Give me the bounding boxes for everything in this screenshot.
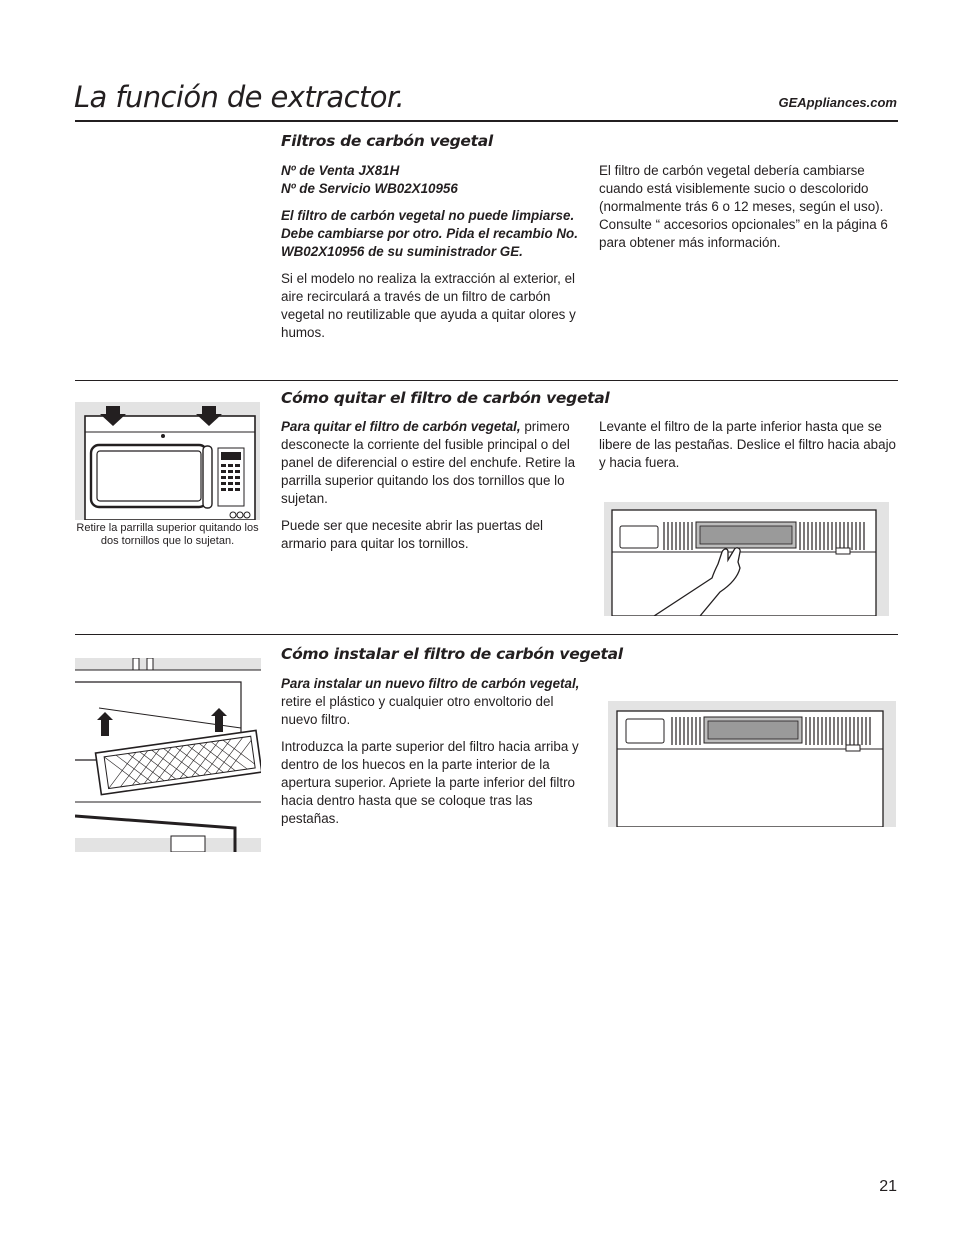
install-lead: Para instalar un nuevo filtro de carbón vegetal, (281, 676, 580, 691)
microwave-illustration (75, 402, 260, 520)
section3-left-column (281, 675, 586, 837)
lift-filter-paragraph: Levante el filtro de la parte inferior hasta que se libere de las pestañas. Deslice el filtro hacia abajo y hacia fuera. (599, 419, 896, 470)
section-divider-2 (75, 634, 898, 635)
install-instructions (281, 675, 586, 729)
section-heading-charcoal-filters: Filtros de carbón vegetal (281, 132, 493, 150)
replacement-paragraph: El filtro de carbón vegetal debería cambiarse cuando está visiblemente sucio o descolorido (normalmente trás 6 o 12 meses, según el uso). Consulte “ accesorios opcionales” en la página 6 para obtener más información. (599, 163, 888, 250)
cabinet-paragraph: Puede ser que necesite abrir las puertas del armario para quitar los tornillos. (281, 518, 544, 551)
filter-warning: El filtro de carbón vegetal no puede limpiarse. Debe cambiarse por otro. Pida el recambio No. WB02X10956 de su suministrador GE. (281, 208, 578, 259)
service-number: Nº de Servicio WB02X10956 (281, 181, 458, 196)
recirculation-paragraph: Si el modelo no realiza la extracción al exterior, el aire recirculará a través de un filtro de carbón vegetal no reutilizable que ayuda a quitar olores y humos. (281, 271, 576, 340)
section1-right-column (599, 162, 899, 261)
page-title: La función de extractor. (74, 80, 405, 114)
remove-lead: Para quitar el filtro de carbón vegetal, (281, 419, 521, 434)
section-heading-remove-filter: Cómo quitar el filtro de carbón vegetal (281, 389, 610, 407)
install-lead-rest: retire el plástico y cualquier otro envoltorio del nuevo filtro. (281, 694, 554, 727)
insert-filter-paragraph: Introduzca la parte superior del filtro hacia arriba y dentro de los huecos en la parte interior de la apertura superior. Apriete la parte inferior del filtro hacia dentro hasta que se coloque tras las pestañas. (281, 739, 579, 826)
website-url: GEAppliances.com (778, 95, 897, 110)
header-rule (75, 120, 898, 122)
page-number: 21 (879, 1178, 897, 1195)
microwave-caption: Retire la parrilla superior quitando los dos tornillos que lo sujetan. (76, 522, 259, 547)
section2-left-column (281, 418, 586, 562)
remove-instructions (281, 418, 586, 508)
section1-left-column (281, 162, 586, 351)
section-heading-install-filter: Cómo instalar el filtro de carbón vegetal (281, 645, 623, 663)
sale-number: Nº de Venta JX81H (281, 163, 400, 178)
remove-filter-illustration (604, 502, 889, 616)
install-filter-illustration (75, 658, 261, 852)
remove-lead-rest: primero desconecte la corriente del fusible principal o del panel de diferencial o estire del enchufe. Retire la parrilla superior quitando los dos tornillos que lo sujetan. (281, 419, 576, 506)
section-divider-1 (75, 380, 898, 381)
section2-right-column (599, 418, 899, 481)
installed-filter-illustration (608, 701, 896, 827)
